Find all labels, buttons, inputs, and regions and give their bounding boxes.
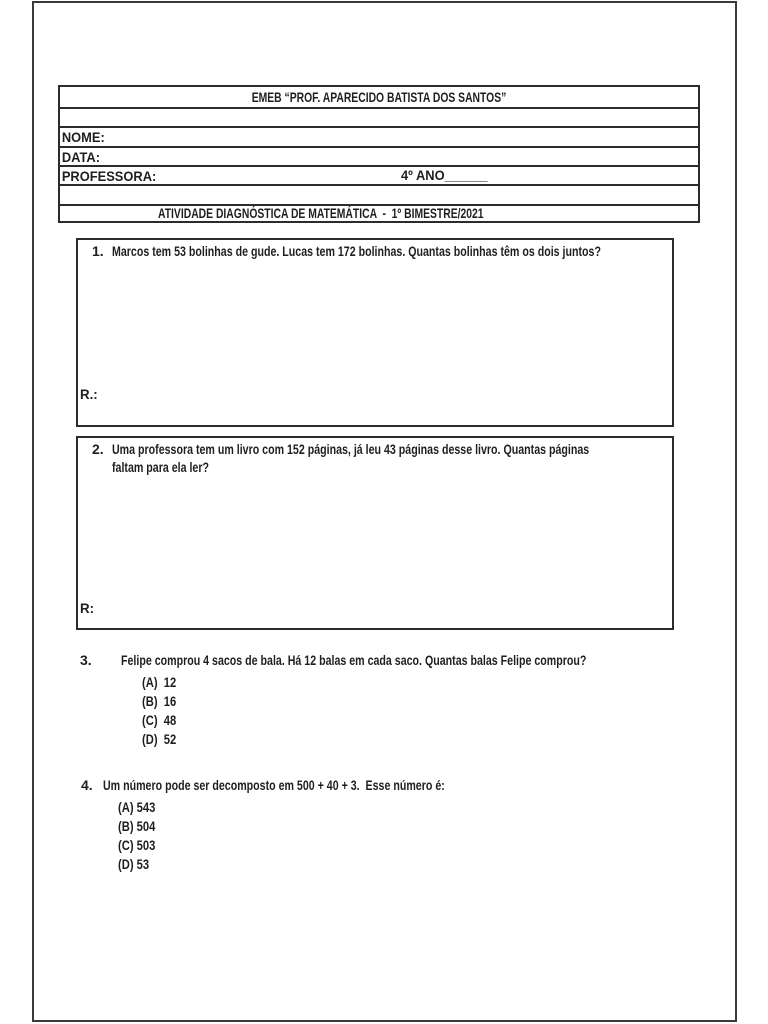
question-3-option-d: (D) 52 [142, 731, 177, 747]
name-field-label: NOME: [61, 129, 105, 145]
question-3-option-a: (A) 12 [142, 674, 177, 690]
question-3-option-b: (B) 16 [142, 693, 177, 709]
question-4-number: 4. [81, 777, 93, 793]
grade-field-label: 4º ANO______ [401, 167, 488, 183]
question-4-option-c: (C) 503 [118, 837, 156, 853]
question-1-text: Marcos tem 53 bolinhas de gude. Lucas tem 172 bolinhas. Quantas bolinhas têm os dois juntos? [112, 243, 601, 259]
question-3-text: Felipe comprou 4 sacos de bala. Há 12 balas em cada saco. Quantas balas Felipe comprou? [121, 652, 587, 668]
question-2-line2 [78, 457, 672, 475]
question-1-answer-label: R.: [80, 386, 98, 402]
worksheet-title-row [60, 206, 698, 221]
question-2-answer-label: R: [80, 600, 95, 616]
question-3-option-c: (C) 48 [142, 712, 177, 728]
header-table [58, 85, 700, 223]
name-field-row [60, 128, 698, 148]
question-2-line1 [78, 438, 672, 457]
question-1-line [78, 240, 672, 259]
question-4-option-a: (A) 543 [118, 799, 156, 815]
question-3-number: 3. [80, 652, 92, 668]
question-1-number: 1. [92, 243, 104, 259]
worksheet-title: ATIVIDADE DIAGNÓSTICA DE MATEMÁTICA - 1º BIMESTRE/2021 [158, 205, 484, 221]
question-4-option-d: (D) 53 [118, 856, 150, 872]
header-spacer-row [60, 109, 698, 128]
school-name: EMEB “PROF. APARECIDO BATISTA DOS SANTOS” [251, 89, 507, 105]
question-4-text: Um número pode ser decomposto em 500 + 40 + 3. Esse número é: [103, 777, 445, 793]
header-spacer-row [60, 186, 698, 206]
question-4-options [118, 798, 165, 874]
question-4-option-b: (B) 504 [118, 818, 156, 834]
question-2-box [76, 436, 674, 630]
teacher-field-label: PROFESSORA: [61, 167, 157, 184]
question-1-box [76, 238, 674, 427]
question-2-text-line2: faltam para ela ler? [112, 459, 209, 475]
question-3-options [142, 673, 185, 749]
question-2-number: 2. [92, 441, 104, 457]
date-field-label: DATA: [61, 148, 100, 165]
school-name-row [60, 87, 698, 109]
question-2-text-line1: Uma professora tem um livro com 152 páginas, já leu 43 páginas desse livro. Quantas páginas [112, 441, 590, 457]
teacher-field-row [60, 167, 698, 186]
date-field-row [60, 148, 698, 167]
